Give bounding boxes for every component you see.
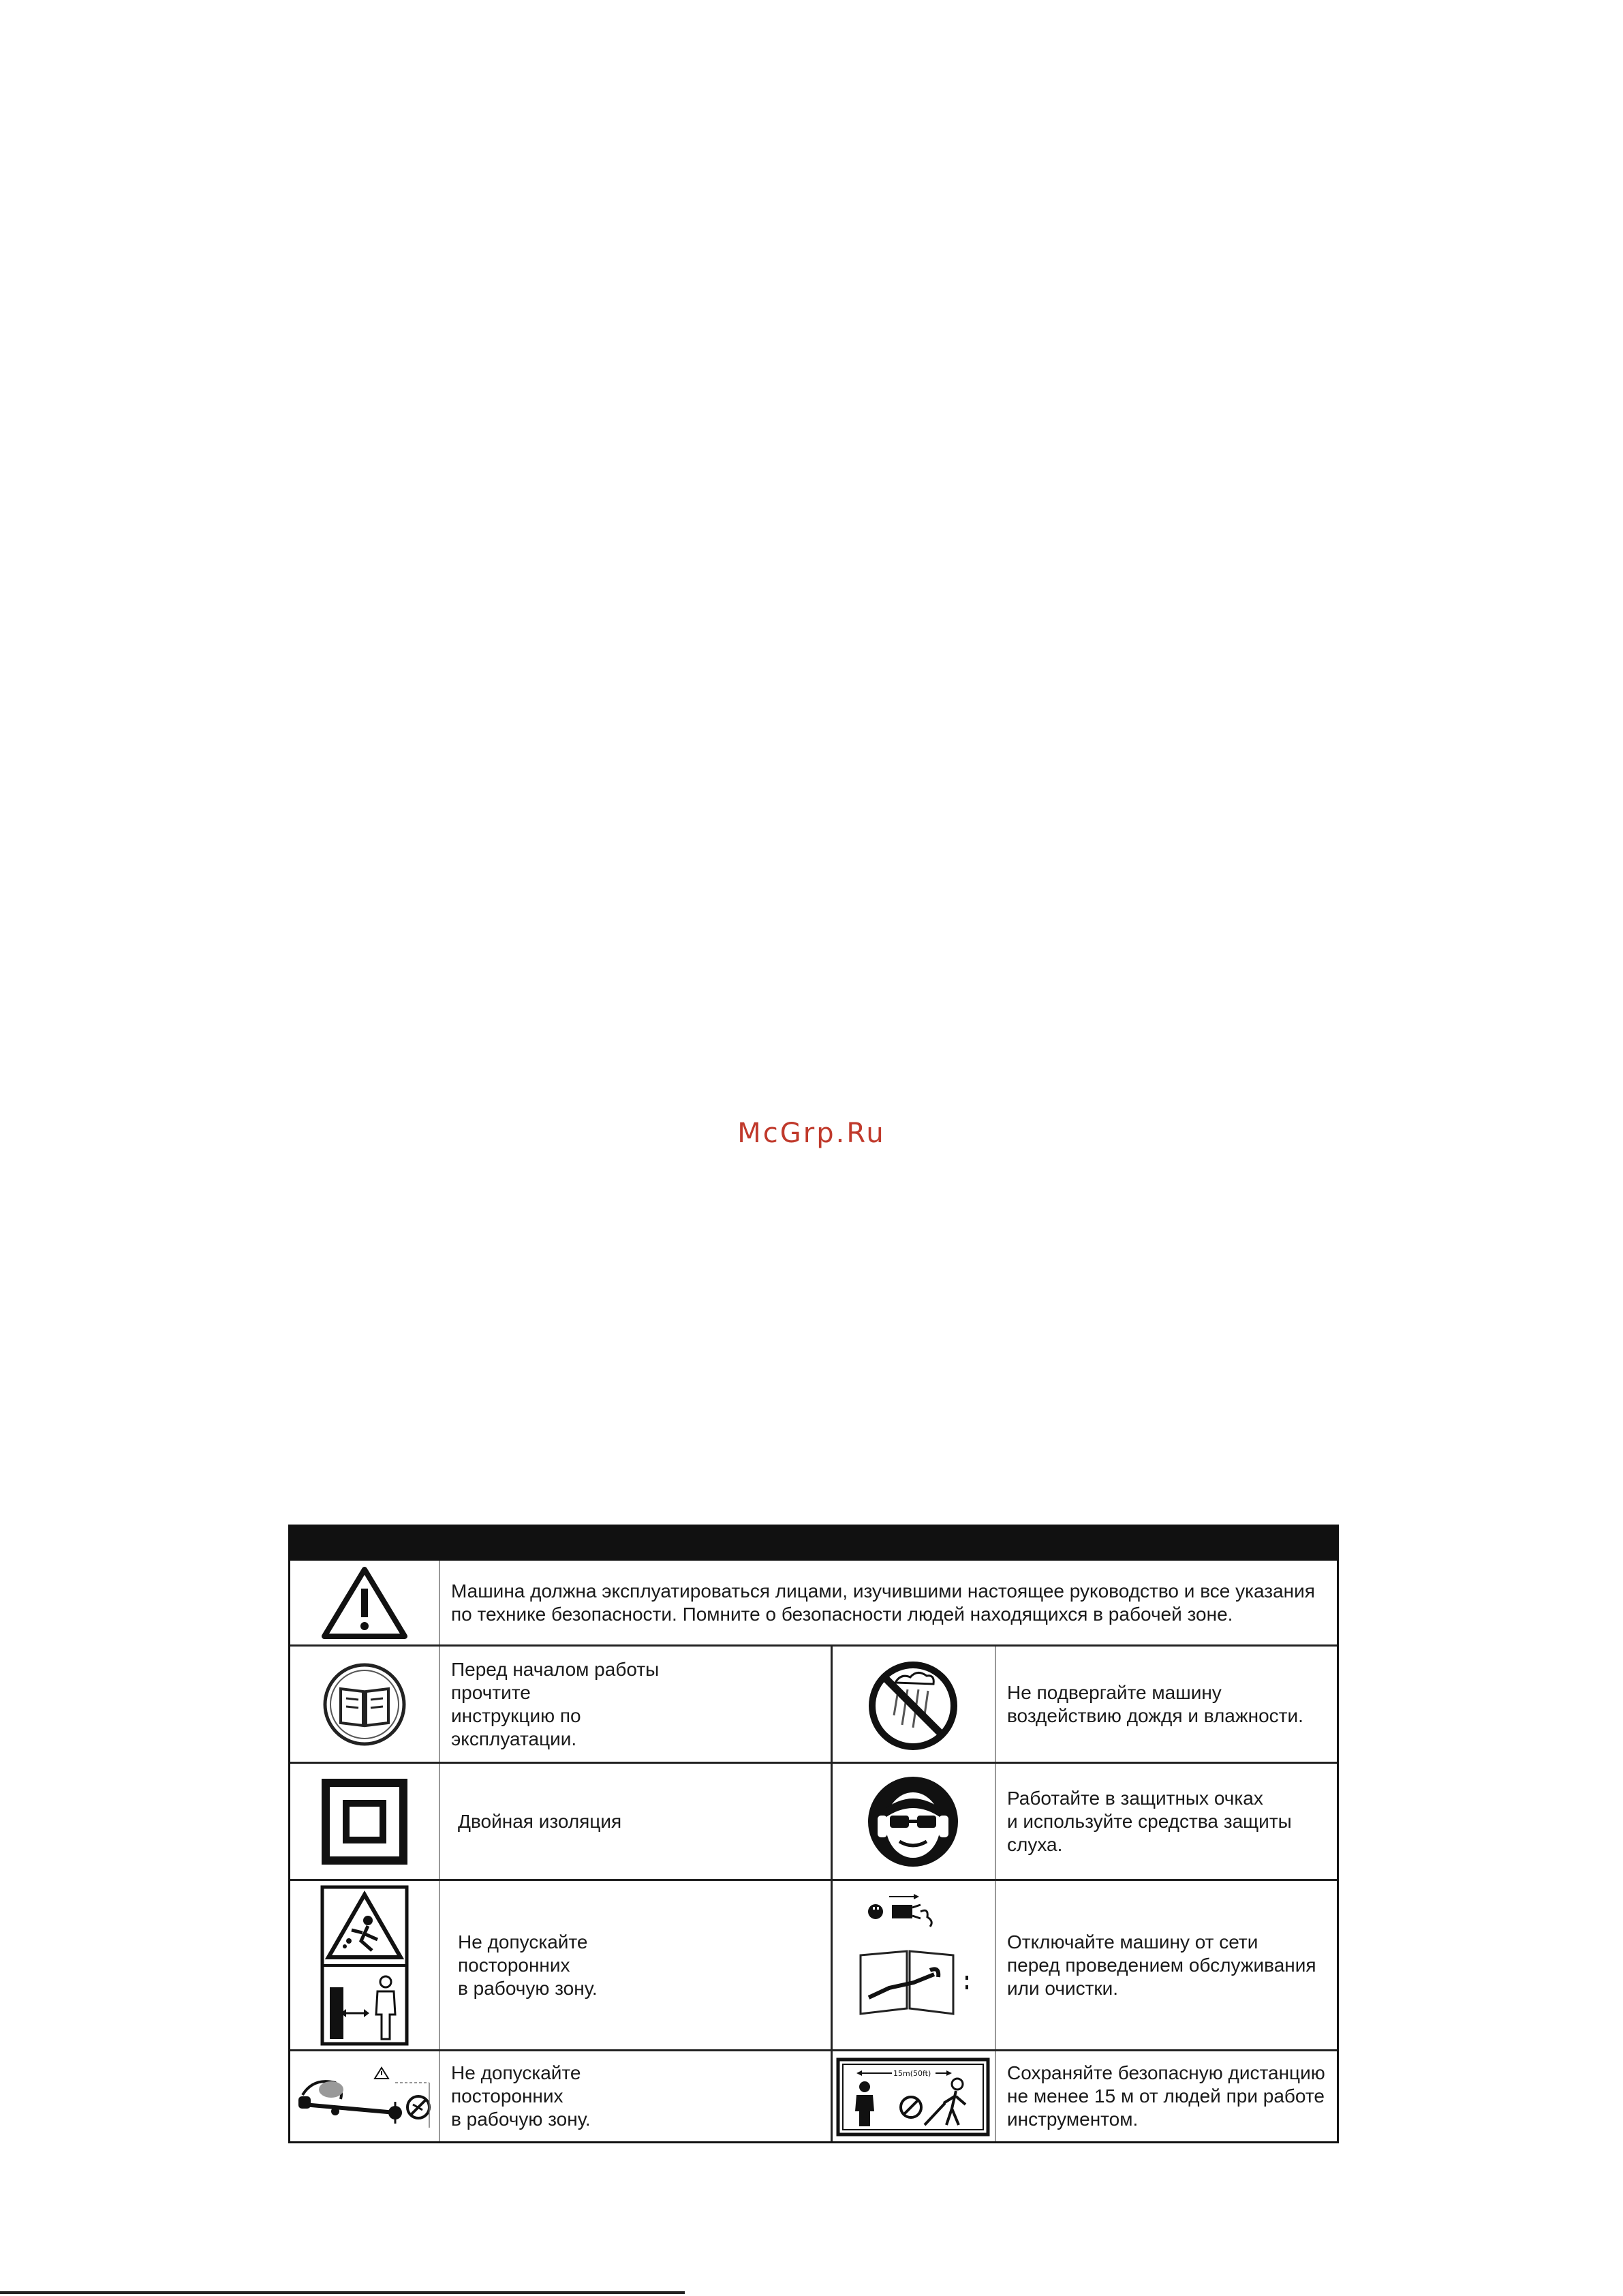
unplug-before-maintenance-icon	[833, 1881, 993, 2049]
safe-distance-label: 15m(50ft)	[893, 2069, 931, 2078]
row-3-right-text: Работайте в защитных очках и используйте средства защиты слуха.	[1007, 1787, 1292, 1855]
double-insulation-icon	[290, 1764, 439, 1879]
warning-triangle-icon	[290, 1561, 439, 1644]
row-2-right-text: Не подвергайте машину воздействию дождя и влажности.	[1007, 1681, 1303, 1726]
row-5-right-text: Сохраняйте безопасную дистанцию не менее 15 м от людей при работе инструментом.	[1007, 2062, 1325, 2130]
row-2-left-text: Перед началом работы прочтите инструкцию по эксплуатации.	[451, 1658, 660, 1749]
safe-distance-icon	[833, 2051, 993, 2141]
row-4-right-text: Отключайте машину от сети перед проведением обслуживания или очистки.	[1007, 1931, 1316, 1999]
table-row	[290, 1561, 1337, 1647]
no-rain-icon	[833, 1647, 993, 1762]
watermark: McGrp.Ru	[737, 1118, 886, 1149]
row-3-left-text: Двойная изоляция	[458, 1810, 622, 1832]
table-header-bar	[290, 1527, 1337, 1561]
row-1-text: Машина должна эксплуатироваться лицами, изучившими настоящее руководство и все указания по технике безопасности. Помните о безопасности людей находящихся в рабочей зоне.	[451, 1580, 1315, 1625]
keep-bystanders-away-icon	[290, 1881, 439, 2049]
trimmer-hazard-icon	[290, 2051, 439, 2141]
table-row	[290, 2051, 1337, 2141]
read-manual-icon	[290, 1647, 439, 1762]
safety-symbols-table	[288, 1525, 1339, 2143]
row-4-left-text: Не допускайте посторонних в рабочую зону.	[458, 1931, 598, 1999]
table-row	[290, 1647, 1337, 1764]
row-5-left-text: Не допускайте посторонних в рабочую зону.	[451, 2062, 591, 2130]
table-row	[290, 1881, 1337, 2051]
page-bottom-rule	[0, 2291, 685, 2294]
table-row	[290, 1764, 1337, 1881]
eye-ear-protection-icon	[833, 1764, 993, 1879]
